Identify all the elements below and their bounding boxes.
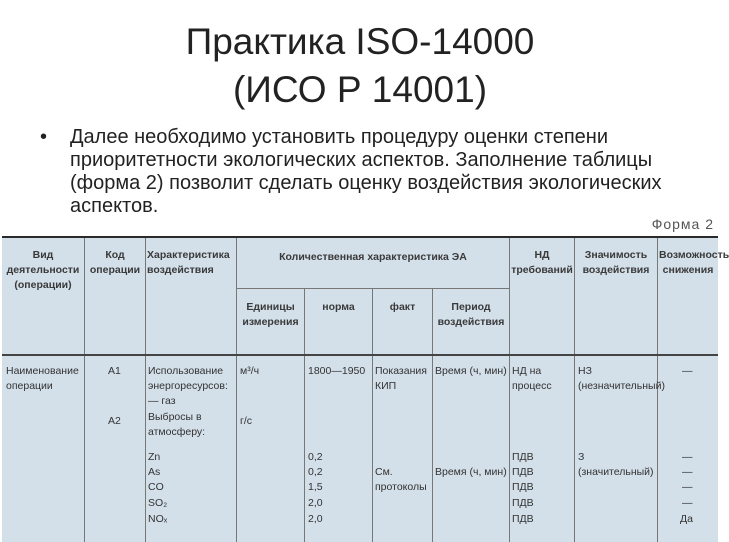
grid-line — [304, 288, 305, 542]
grid-line — [145, 238, 146, 542]
cell-char-as: As — [148, 466, 161, 478]
header-possibility: Возможность снижения — [659, 249, 729, 276]
bullet-text: Далее необходимо установить процедуру оценки степени приоритетности экологических аспектов. Заполнение таблицы (форма 2) позволит сделать оценку воздействия экологических аспектов. — [70, 126, 662, 217]
grid-line — [84, 238, 85, 542]
cell-significance-1: НЗ (незначительный) — [578, 365, 665, 392]
cell-code-a2: А2 — [108, 415, 121, 427]
cell-fact-2: См. протоколы — [375, 466, 427, 493]
bullet-marker: • — [40, 126, 48, 148]
grid-line — [509, 238, 510, 542]
header-quantitative: Количественная характеристика ЭА — [279, 251, 467, 263]
grid-line — [236, 238, 237, 542]
cell-code-a1: А1 — [108, 365, 121, 377]
header-activity: Вид деятельности (операции) — [6, 249, 80, 291]
cell-char-gas: — газ — [148, 395, 176, 407]
cell-possibility-nox: Да — [680, 513, 693, 525]
grid-line — [236, 288, 509, 289]
slide-title — [0, 18, 720, 114]
cell-possibility-1: — — [682, 365, 693, 377]
cell-possibility-so2: — — [682, 497, 693, 509]
subheader-fact: факт — [389, 301, 416, 313]
header-characteristic: Характеристика воздействия — [147, 249, 230, 276]
cell-norm-nox: 2,0 — [308, 513, 323, 525]
cell-nd-1: НД на процесс — [512, 365, 552, 392]
subheader-unit: Единицы измерения — [242, 301, 299, 328]
cell-char-so2: SO₂ — [148, 497, 168, 509]
title-line-2: (ИСО Р 14001) — [232, 69, 488, 110]
cell-nd-so2: ПДВ — [512, 497, 534, 509]
cell-nd-as: ПДВ — [512, 466, 534, 478]
grid-line — [574, 238, 575, 542]
cell-period-2: Время (ч, мин) — [435, 466, 507, 478]
grid-line — [372, 288, 373, 542]
cell-activity: Наименование операции — [6, 365, 79, 392]
cell-fact-1: Показания КИП — [375, 365, 427, 392]
cell-possibility-co: — — [682, 481, 693, 493]
grid-line — [2, 354, 718, 356]
cell-norm-zn: 0,2 — [308, 451, 323, 463]
cell-unit-2: г/с — [240, 415, 252, 427]
cell-possibility-zn: — — [682, 451, 693, 463]
grid-line — [432, 288, 433, 542]
cell-norm-co: 1,5 — [308, 481, 323, 493]
cell-char-energy: Использование энергоресурсов: — [148, 365, 228, 392]
subheader-period: Период воздействия — [437, 301, 505, 328]
subheader-norm: норма — [322, 301, 355, 313]
cell-nd-nox: ПДВ — [512, 513, 534, 525]
cell-char-zn: Zn — [148, 451, 161, 463]
cell-norm-so2: 2,0 — [308, 497, 323, 509]
header-code: Код операции — [89, 249, 141, 276]
cell-norm-as: 0,2 — [308, 466, 323, 478]
cell-nd-co: ПДВ — [512, 481, 534, 493]
form-label: Форма 2 — [651, 216, 714, 232]
cell-period-1: Время (ч, мин) — [435, 365, 507, 377]
cell-norm-1: 1800—1950 — [308, 365, 366, 377]
cell-significance-2: З (значительный) — [578, 451, 654, 478]
title-line-1: Практика ISO-14000 — [185, 21, 535, 62]
cell-possibility-as: — — [682, 466, 693, 478]
cell-unit-1: м³/ч — [240, 365, 260, 377]
cell-char-emissions: Выбросы в атмосферу: — [148, 411, 206, 438]
header-significance: Значимость воздействия — [582, 249, 650, 276]
cell-char-co: CO — [148, 481, 164, 493]
header-nd: НД требований — [511, 249, 573, 276]
cell-char-nox: NOₓ — [148, 513, 168, 525]
cell-nd-zn: ПДВ — [512, 451, 534, 463]
form-table — [2, 236, 729, 542]
